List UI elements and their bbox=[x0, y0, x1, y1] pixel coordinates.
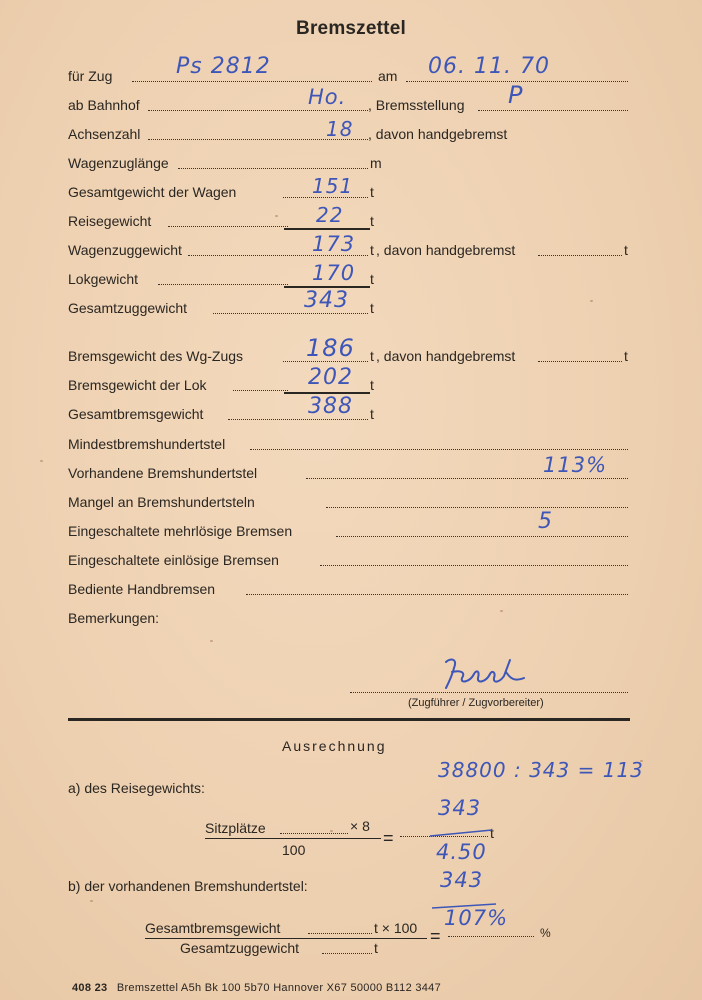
calc-b-result-line[interactable] bbox=[448, 936, 534, 937]
value-vorhandene-bremshundertstel: 113% bbox=[543, 453, 608, 477]
footer-text: Bremszettel A5h Bk 100 5b70 Hannover X67 50000 B112 3447 bbox=[116, 982, 442, 994]
paper-speck bbox=[330, 830, 333, 832]
unit-gesamtgewicht-wagen: t bbox=[370, 184, 374, 200]
label-bremsgewicht-lok: Bremsgewicht der Lok bbox=[68, 377, 207, 393]
value-achsenzahl: 18 bbox=[326, 117, 354, 141]
field-bahnhof-line[interactable] bbox=[148, 110, 368, 111]
handwritten-signature bbox=[440, 654, 530, 694]
label-mindestbremshundertstel: Mindestbremshundertstel bbox=[68, 436, 226, 452]
form-footer bbox=[72, 982, 441, 994]
field-reisegewicht-dots bbox=[168, 226, 288, 227]
unit-wagenzuggewicht-hand: t bbox=[624, 242, 628, 258]
field-bremsgewicht-lok-dots bbox=[233, 390, 288, 391]
paper-speck bbox=[90, 900, 93, 902]
unit-lokgewicht: t bbox=[370, 271, 374, 287]
calculation-note: 38800 : 343 = 113 bbox=[438, 758, 644, 782]
unit-bremsgewicht-lok: t bbox=[370, 377, 374, 393]
value-mehrloesige: 5 bbox=[538, 509, 553, 534]
calc-b-label: b) der vorhandenen Bremshundertstel: bbox=[68, 878, 308, 894]
label-wagenzuggewicht: Wagenzuggewicht bbox=[68, 242, 182, 258]
label-mangel: Mangel an Bremshundertsteln bbox=[68, 494, 255, 510]
row-bahnhof bbox=[68, 81, 628, 119]
row-einloesige bbox=[68, 552, 628, 574]
row-gesamtgewicht-wagen bbox=[68, 174, 628, 206]
field-bremsstellung-line[interactable] bbox=[478, 110, 628, 111]
field-gesamtbremsgewicht-line[interactable] bbox=[228, 419, 368, 420]
label-am: am bbox=[378, 68, 398, 84]
row-gesamtzuggewicht bbox=[68, 288, 628, 322]
label-bremsstellung: , Bremsstellung bbox=[368, 97, 465, 113]
calc-b-times: t × 100 bbox=[374, 920, 418, 936]
label-einloesige: Eingeschaltete einlösige Bremsen bbox=[68, 552, 279, 568]
label-gesamtzuggewicht: Gesamtzuggewicht bbox=[68, 300, 188, 316]
calc-a-input[interactable] bbox=[280, 833, 348, 834]
calc-a-fraction-bar bbox=[205, 838, 381, 839]
value-bremsgewicht-wg: 186 bbox=[306, 334, 355, 362]
field-gesamtzuggewicht-line[interactable] bbox=[213, 313, 368, 314]
value-gesamtgewicht-wagen: 151 bbox=[312, 174, 354, 198]
label-lokgewicht: Lokgewicht bbox=[68, 271, 139, 287]
section-divider bbox=[68, 718, 630, 721]
label-gesamtgewicht-wagen: Gesamtgewicht der Wagen bbox=[68, 184, 237, 200]
unit-wagenzuggewicht: t bbox=[370, 242, 374, 258]
unit-bremsgewicht-wg: t bbox=[370, 348, 374, 364]
label-bemerkungen: Bemerkungen: bbox=[68, 610, 160, 626]
calc-b-result: 107% bbox=[444, 906, 509, 930]
row-gesamtbremsgewicht bbox=[68, 394, 628, 428]
form-title: Bremszettel bbox=[296, 18, 406, 39]
calc-a-label: a) des Reisegewichts: bbox=[68, 780, 205, 796]
label-zug: für Zug bbox=[68, 68, 113, 84]
calc-b-denominator-input[interactable] bbox=[322, 953, 372, 954]
row-vorhandene-bremshundertstel bbox=[68, 453, 628, 487]
calc-b-fraction-bar bbox=[145, 938, 427, 939]
label-mehrloesige: Eingeschaltete mehrlösige Bremsen bbox=[68, 523, 293, 539]
value-gesamtbremsgewicht: 388 bbox=[308, 394, 353, 419]
footer-number: 408 23 bbox=[72, 982, 108, 994]
field-mangel-line[interactable] bbox=[326, 507, 628, 508]
reisegewicht-underline bbox=[284, 228, 370, 230]
signature-line[interactable] bbox=[350, 692, 628, 693]
calc-a-times: × 8 bbox=[350, 818, 370, 834]
calc-b-denominator: Gesamtzuggewicht bbox=[180, 940, 300, 956]
field-handbremsen-line[interactable] bbox=[246, 594, 628, 595]
label-bremsgewicht-wg-hand: , davon handgebremst bbox=[376, 348, 516, 364]
value-zug: Ps 2812 bbox=[176, 54, 271, 79]
calc-b-unit: % bbox=[540, 926, 551, 940]
field-vorhandene-bremshundertstel-line[interactable] bbox=[306, 478, 628, 479]
paper-speck bbox=[210, 640, 213, 642]
calc-b-equals: = bbox=[430, 926, 441, 946]
value-reisegewicht: 22 bbox=[316, 203, 344, 227]
field-mindestbremshundertstel-line[interactable] bbox=[250, 449, 628, 450]
field-zug-line[interactable] bbox=[132, 81, 372, 82]
value-bahnhof: Ho. bbox=[308, 85, 347, 109]
value-bremsstellung: P bbox=[508, 81, 524, 109]
field-einloesige-line[interactable] bbox=[320, 565, 628, 566]
unit-gesamtbremsgewicht: t bbox=[370, 406, 374, 422]
row-zug bbox=[68, 54, 628, 90]
calc-b-numerator: Gesamtbremsgewicht bbox=[145, 920, 281, 936]
field-wagenzuglaenge-line[interactable] bbox=[178, 168, 368, 169]
row-mehrloesige bbox=[68, 509, 628, 545]
value-lokgewicht: 170 bbox=[312, 261, 356, 285]
label-achsenzahl: Achsenzahl bbox=[68, 126, 141, 142]
calc-a-equals: = bbox=[383, 828, 394, 848]
label-wagenzuglaenge: Wagenzuglänge bbox=[68, 155, 169, 171]
calc-a-scratch-stroke bbox=[426, 826, 496, 840]
field-bremsgewicht-wg-hand-line[interactable] bbox=[538, 361, 622, 362]
value-am: 06. 11. 70 bbox=[428, 54, 550, 79]
value-wagenzuggewicht: 173 bbox=[312, 232, 356, 256]
unit-reisegewicht: t bbox=[370, 213, 374, 229]
calc-a-scratch-2: 4.50 bbox=[436, 840, 487, 864]
label-wagenzuggewicht-hand: , davon handgebremst bbox=[376, 242, 516, 258]
field-mehrloesige-line[interactable] bbox=[336, 536, 628, 537]
field-wagenzuggewicht-hand-line[interactable] bbox=[538, 255, 622, 256]
calc-a-unit: t bbox=[490, 825, 494, 841]
paper-speck bbox=[40, 460, 43, 462]
unit-gesamtzuggewicht: t bbox=[370, 300, 374, 316]
value-gesamtzuggewicht: 343 bbox=[304, 288, 349, 313]
label-vorhandene-bremshundertstel: Vorhandene Bremshundertstel bbox=[68, 465, 258, 481]
label-handbremsen: Bediente Handbremsen bbox=[68, 581, 216, 597]
calc-b-scratch: 343 bbox=[440, 868, 484, 892]
value-bremsgewicht-lok: 202 bbox=[308, 365, 353, 390]
label-reisegewicht: Reisegewicht bbox=[68, 213, 152, 229]
calc-a-numerator: Sitzplätze bbox=[205, 820, 266, 836]
row-achsenzahl bbox=[68, 117, 628, 148]
signature-caption: (Zugführer / Zugvorbereiter) bbox=[408, 697, 544, 709]
calc-a-denominator: 100 bbox=[282, 842, 306, 858]
unit-wagenzuglaenge: m bbox=[370, 155, 382, 171]
calculation-heading: Ausrechnung bbox=[282, 738, 387, 754]
label-bahnhof: ab Bahnhof bbox=[68, 97, 140, 113]
calc-b-denominator-unit: t bbox=[374, 940, 378, 956]
calc-a-scratch-1: 343 bbox=[438, 796, 482, 820]
label-achsen-hand: , davon handgebremst bbox=[368, 126, 508, 142]
label-bremsgewicht-wg: Bremsgewicht des Wg-Zugs bbox=[68, 348, 244, 364]
unit-bremsgewicht-wg-hand: t bbox=[624, 348, 628, 364]
field-lokgewicht-dots bbox=[158, 284, 288, 285]
label-gesamtbremsgewicht: Gesamtbremsgewicht bbox=[68, 406, 204, 422]
row-bemerkungen bbox=[68, 610, 628, 632]
calc-b-input[interactable] bbox=[308, 933, 372, 934]
row-handbremsen bbox=[68, 581, 628, 603]
